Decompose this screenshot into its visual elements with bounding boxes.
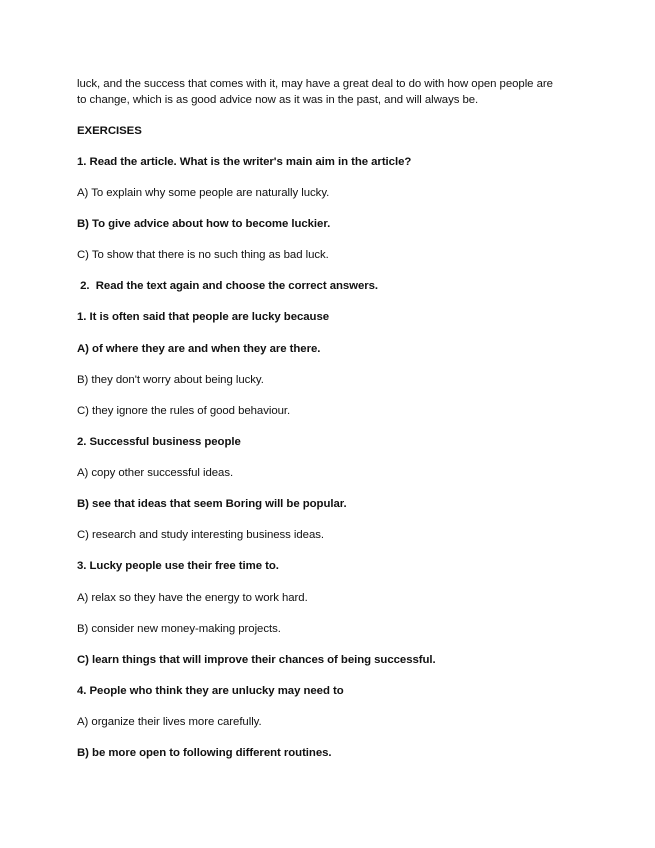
item-1-stem: 1. It is often said that people are lucky because — [77, 311, 330, 323]
item-3-option-c: C) learn things that will improve their chances of being successful. — [77, 654, 436, 666]
item-2-option-a: A) copy other successful ideas. — [77, 467, 234, 479]
item-2-option-b: B) see that ideas that seem Boring will be popular. — [77, 498, 347, 510]
question-1-option-a: A) To explain why some people are naturally lucky. — [77, 187, 330, 199]
item-2-option-c: C) research and study interesting business ideas. — [77, 529, 325, 541]
item-4-stem: 4. People who think they are unlucky may need to — [77, 685, 344, 697]
intro-line-1: luck, and the success that comes with it, may have a great deal to do with how open people are — [77, 78, 553, 90]
question-2-prompt: 2. Read the text again and choose the correct answers. — [77, 280, 379, 292]
item-3-option-a: A) relax so they have the energy to work hard. — [77, 592, 308, 604]
question-1-option-b: B) To give advice about how to become luckier. — [77, 218, 331, 230]
item-4-option-b: B) be more open to following different routines. — [77, 747, 332, 759]
item-2-stem: 2. Successful business people — [77, 436, 241, 448]
item-1-option-c: C) they ignore the rules of good behaviour. — [77, 405, 291, 417]
item-3-option-b: B) consider new money-making projects. — [77, 623, 281, 635]
item-1-option-a: A) of where they are and when they are there. — [77, 343, 321, 355]
exercises-heading: EXERCISES — [77, 125, 142, 137]
item-3-stem: 3. Lucky people use their free time to. — [77, 560, 279, 572]
item-4-option-a: A) organize their lives more carefully. — [77, 716, 262, 728]
question-1-option-c: C) To show that there is no such thing as bad luck. — [77, 249, 329, 261]
item-1-option-b: B) they don't worry about being lucky. — [77, 374, 264, 386]
question-1-prompt: 1. Read the article. What is the writer's main aim in the article? — [77, 156, 412, 168]
intro-line-2: to change, which is as good advice now as it was in the past, and will always be. — [77, 94, 479, 106]
